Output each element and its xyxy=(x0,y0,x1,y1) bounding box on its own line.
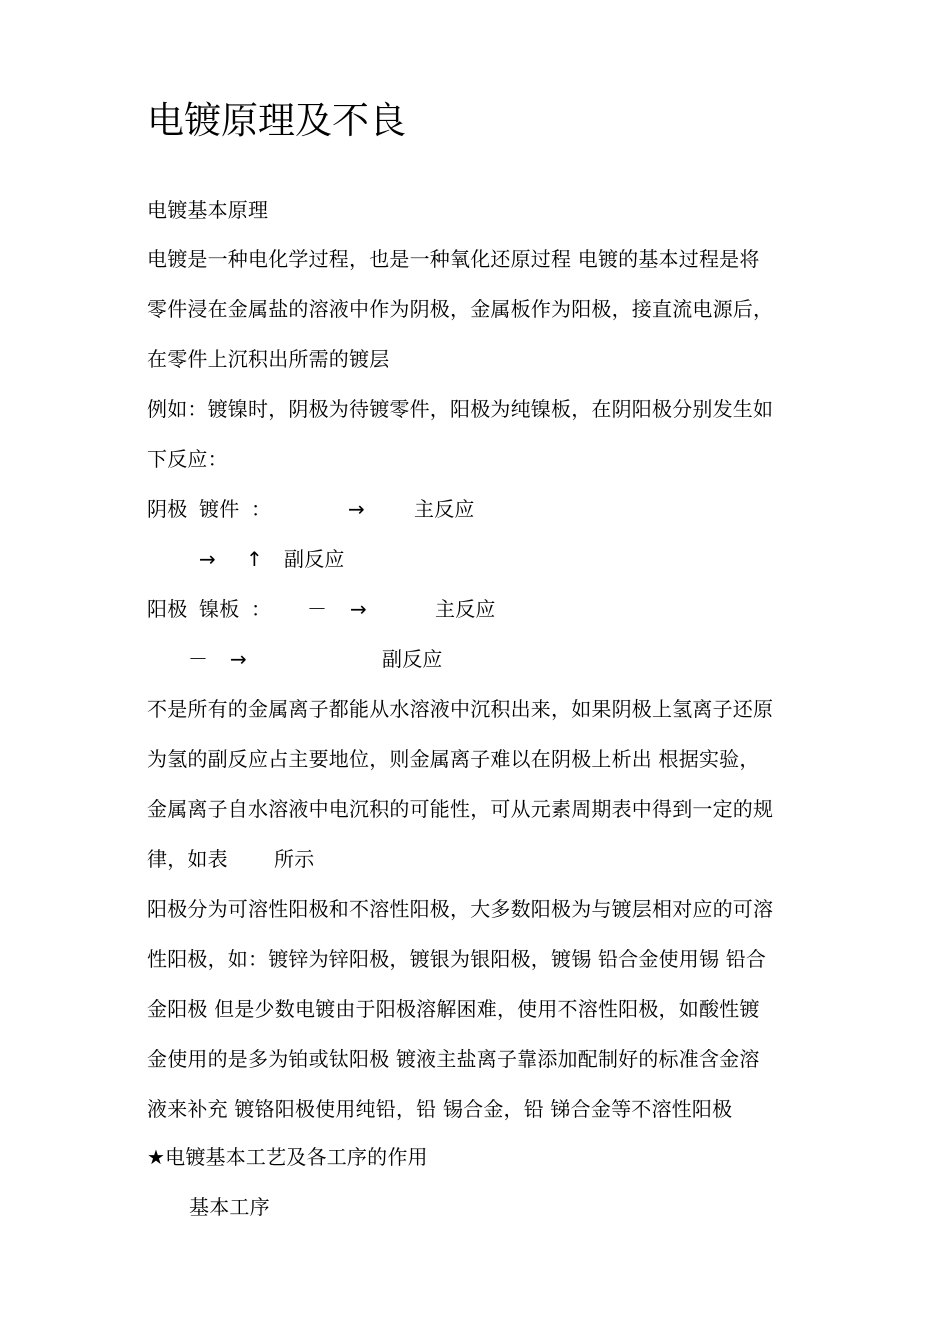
cathode-colon: ： xyxy=(251,497,272,521)
example-line-2: 下反应： xyxy=(147,447,228,471)
anode-main-reaction-label: 主反应 xyxy=(435,597,496,621)
cathode-side-reaction-row xyxy=(147,544,807,574)
deposition-line-3: 金属离子自水溶液中电沉积的可能性，可从元素周期表中得到一定的规 xyxy=(147,797,774,821)
anode-reaction-row xyxy=(147,594,807,624)
anode-types-line-2: 性阳极，如：镀锌为锌阳极，镀银为银阳极，镀锡 铅合金使用锡 铅合 xyxy=(147,947,767,971)
deposition-line-1: 不是所有的金属离子都能从水溶液中沉积出来，如果阴极上氢离子还原 xyxy=(147,697,774,721)
anode-part: 镍板 xyxy=(199,597,240,621)
process-heading: ★电镀基本工艺及各工序的作用 xyxy=(147,1145,428,1169)
cathode-arrow: → xyxy=(348,497,365,521)
anode-arrow: → xyxy=(350,597,367,621)
basic-process-subheading: 基本工序 xyxy=(189,1195,270,1219)
table-reference-suffix: 所示 xyxy=(274,847,315,871)
cathode-side-reaction-label: 副反应 xyxy=(284,547,345,571)
anode-colon: ： xyxy=(251,597,272,621)
intro-line-1: 电镀是一种电化学过程，也是一种氧化还原过程 电镀的基本过程是将 xyxy=(147,247,760,271)
intro-line-2: 零件浸在金属盐的溶液中作为阴极，金属板作为阳极，接直流电源后， xyxy=(147,297,774,321)
cathode-reaction-row xyxy=(147,494,807,524)
anode-types-line-4: 金使用的是多为铂或钛阳极 镀液主盐离子靠添加配制好的标准含金溶 xyxy=(147,1047,760,1071)
example-line-1: 例如：镀镍时，阴极为待镀零件，阳极为纯镍板，在阴阳极分别发生如 xyxy=(147,397,774,421)
anode-side-reaction-row xyxy=(147,644,807,674)
anode-electron-dash: － xyxy=(307,597,328,621)
section-heading: 电镀基本原理 xyxy=(147,198,269,222)
hydrogen-gas-arrow: ↑ xyxy=(246,547,263,571)
anode-side-reaction-label: 副反应 xyxy=(382,647,443,671)
cathode-label: 阴极 xyxy=(147,497,188,521)
anode-types-line-5: 液来补充 镀铬阳极使用纯铅，铅 锡合金，铅 锑合金等不溶性阳极 xyxy=(147,1097,733,1121)
anode-side-dash: － xyxy=(188,647,209,671)
table-reference-prefix: 律，如表 xyxy=(147,847,228,871)
anode-types-line-1: 阳极分为可溶性阳极和不溶性阳极，大多数阳极为与镀层相对应的可溶 xyxy=(147,897,774,921)
anode-label: 阳极 xyxy=(147,597,188,621)
cathode-part: 镀件 xyxy=(199,497,240,521)
cathode-main-reaction-label: 主反应 xyxy=(414,497,475,521)
deposition-line-2: 为氢的副反应占主要地位，则金属离子难以在阴极上析出 根据实验， xyxy=(147,747,760,771)
anode-side-arrow: → xyxy=(230,647,247,671)
anode-types-line-3: 金阳极 但是少数电镀由于阳极溶解困难，使用不溶性阳极，如酸性镀 xyxy=(147,997,760,1021)
table-reference-row xyxy=(147,844,447,874)
cathode-side-arrow: → xyxy=(199,547,216,571)
intro-line-3: 在零件上沉积出所需的镀层 xyxy=(147,347,390,371)
document-title: 电镀原理及不良 xyxy=(147,99,406,142)
